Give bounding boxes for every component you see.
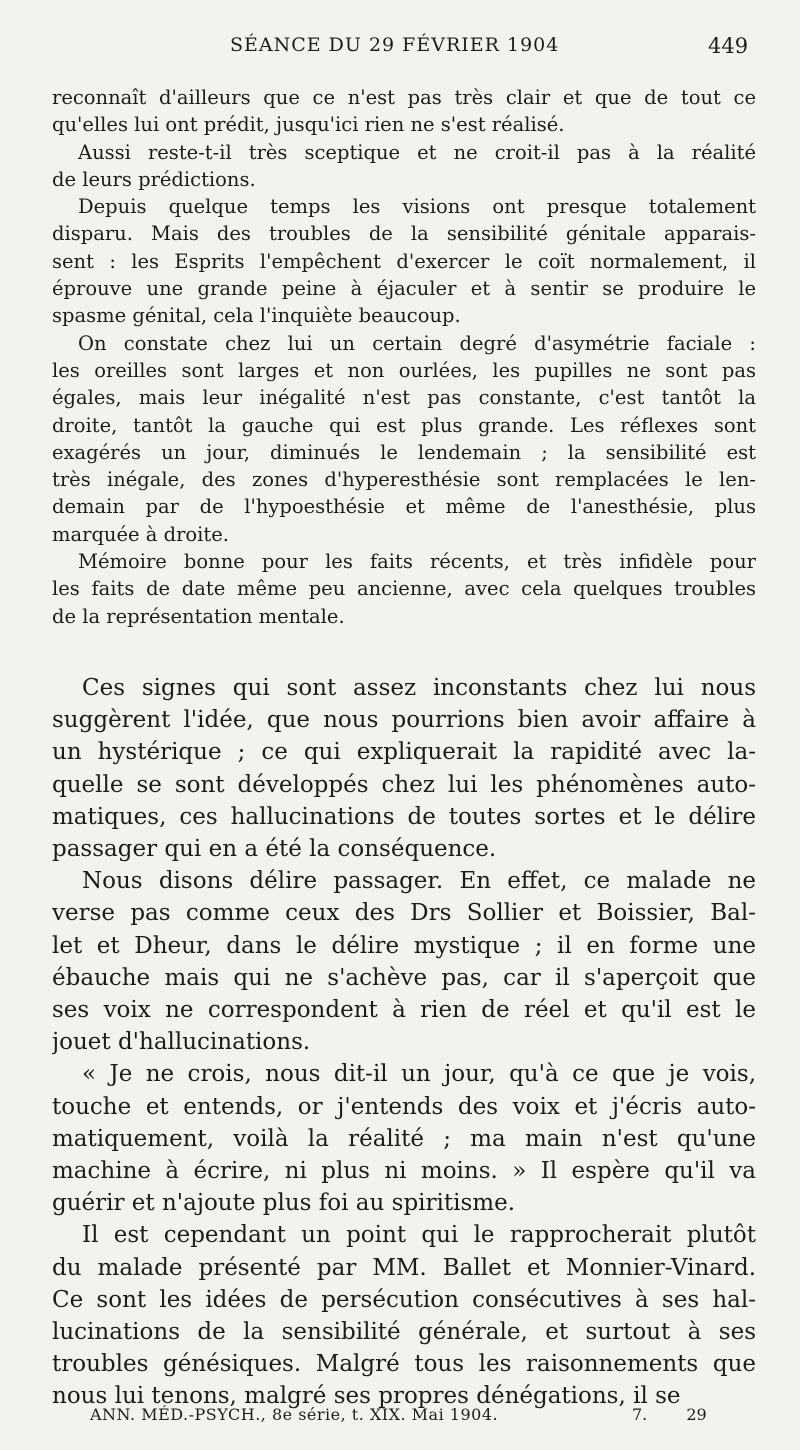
- text-line: Aussi reste-t-il très sceptique et ne croit-il pas à la réalité: [78, 140, 756, 164]
- paragraph: [52, 672, 756, 865]
- text-line: guérir et n'ajoute plus foi au spiritisme.: [52, 1190, 516, 1217]
- text-line: spasme génital, cela l'inquiète beaucoup.: [52, 304, 461, 328]
- text-line: égales, mais leur inégalité n'est pas constante, c'est tantôt la: [52, 386, 756, 410]
- signature-number: 29: [686, 1405, 707, 1424]
- text-line: très inégale, des zones d'hyperesthésie sont remplacées le len-: [52, 468, 756, 492]
- text-line: matiquement, voilà la réalité ; ma main n'est qu'une: [52, 1125, 756, 1152]
- text-line: « Je ne crois, nous dit-il un jour, qu'à ce que je vois,: [82, 1061, 756, 1088]
- text-line: suggèrent l'idée, que nous pourrions bien avoir affaire à: [52, 707, 756, 734]
- paragraph: [52, 1219, 756, 1412]
- text-line: Ces signes qui sont assez inconstants chez lui nous: [82, 675, 756, 701]
- text-line: du malade présenté par MM. Ballet et Monnier-Vinard.: [52, 1254, 756, 1281]
- text-line: passager qui en a été la conséquence.: [52, 836, 497, 863]
- text-line: Ce sont les idées de persécution consécutives à ses hal-: [52, 1286, 756, 1313]
- body-text-large: [52, 672, 756, 1413]
- body-text-small: [52, 84, 756, 630]
- text-line: ébauche mais qui ne s'achève pas, car il s'aperçoit que: [52, 964, 756, 991]
- text-line: Depuis quelque temps les visions ont presque totalement: [78, 195, 756, 219]
- text-line: droite, tantôt la gauche qui est plus grande. Les réflexes sont: [52, 413, 756, 437]
- running-header: [0, 34, 800, 70]
- text-line: un hystérique ; ce qui expliquerait la rapidité avec la-: [52, 739, 756, 766]
- text-line: reconnaît d'ailleurs que ce n'est pas très clair et que de tout ce: [52, 86, 756, 109]
- paragraph: [52, 139, 756, 194]
- text-line: troubles génésiques. Malgré tous les raisonnements que: [52, 1351, 756, 1378]
- text-line: marquée à droite.: [52, 522, 229, 546]
- text-line: verse pas comme ceux des Drs Sollier et Boissier, Bal-: [52, 900, 756, 927]
- running-title: SÉANCE DU 29 FÉVRIER 1904: [230, 34, 560, 56]
- text-line: machine à écrire, ni plus ni moins. » Il espère qu'il va: [52, 1158, 756, 1185]
- paragraph: [52, 548, 756, 630]
- text-line: let et Dheur, dans le délire mystique ; il en forme une: [52, 932, 756, 959]
- text-line: lucinations de la sensibilité générale, et surtout à ses: [52, 1319, 756, 1346]
- text-line: Nous disons délire passager. En effet, ce malade ne: [82, 868, 756, 895]
- text-line: ses voix ne correspondent à rien de réel et qu'il est le: [52, 997, 756, 1024]
- paragraph: [52, 1058, 756, 1219]
- signature-mark: [632, 1405, 707, 1424]
- text-line: les oreilles sont larges et non ourlées, les pupilles ne sont pas: [52, 358, 756, 382]
- page-footer: [0, 1405, 800, 1433]
- text-line: nous lui tenons, malgré ses propres dénégations, il se: [52, 1383, 681, 1410]
- text-line: Il est cependant un point qui le rapprocherait plutôt: [82, 1222, 756, 1249]
- page-number: 449: [708, 34, 749, 58]
- text-line: de la représentation mentale.: [52, 604, 345, 628]
- paragraph: [52, 865, 756, 1058]
- sheet-number: 7.: [632, 1405, 648, 1424]
- text-line: de leurs prédictions.: [52, 167, 256, 191]
- text-line: éprouve une grande peine à éjaculer et à sentir se produire le: [52, 277, 756, 301]
- text-line: On constate chez lui un certain degré d'asymétrie faciale :: [78, 331, 756, 355]
- text-line: jouet d'hallucinations.: [52, 1029, 311, 1056]
- text-line: quelle se sont développés chez lui les phénomènes auto-: [52, 771, 756, 798]
- text-line: disparu. Mais des troubles de la sensibilité génitale apparais-: [52, 222, 756, 246]
- journal-citation: ANN. MÉD.-PSYCH., 8e série, t. XIX. Mai 1904.: [90, 1405, 499, 1424]
- paragraph: [52, 330, 756, 548]
- text-line: touche et entends, or j'entends des voix et j'écris auto-: [52, 1093, 756, 1120]
- text-line: exagérés un jour, diminués le lendemain ; la sensibilité est: [52, 440, 756, 464]
- text-line: les faits de date même peu ancienne, avec cela quelques troubles: [52, 577, 756, 601]
- text-line: demain par de l'hypoesthésie et même de l'anesthésie, plus: [52, 495, 756, 519]
- text-line: sent : les Esprits l'empêchent d'exercer le coït normalement, il: [52, 249, 756, 273]
- paragraph: [52, 84, 756, 139]
- text-line: matiques, ces hallucinations de toutes sortes et le délire: [52, 803, 756, 830]
- text-line: qu'elles lui ont prédit, jusqu'ici rien ne s'est réalisé.: [52, 113, 565, 137]
- paragraph: [52, 193, 756, 329]
- text-line: Mémoire bonne pour les faits récents, et très infidèle pour: [78, 550, 756, 574]
